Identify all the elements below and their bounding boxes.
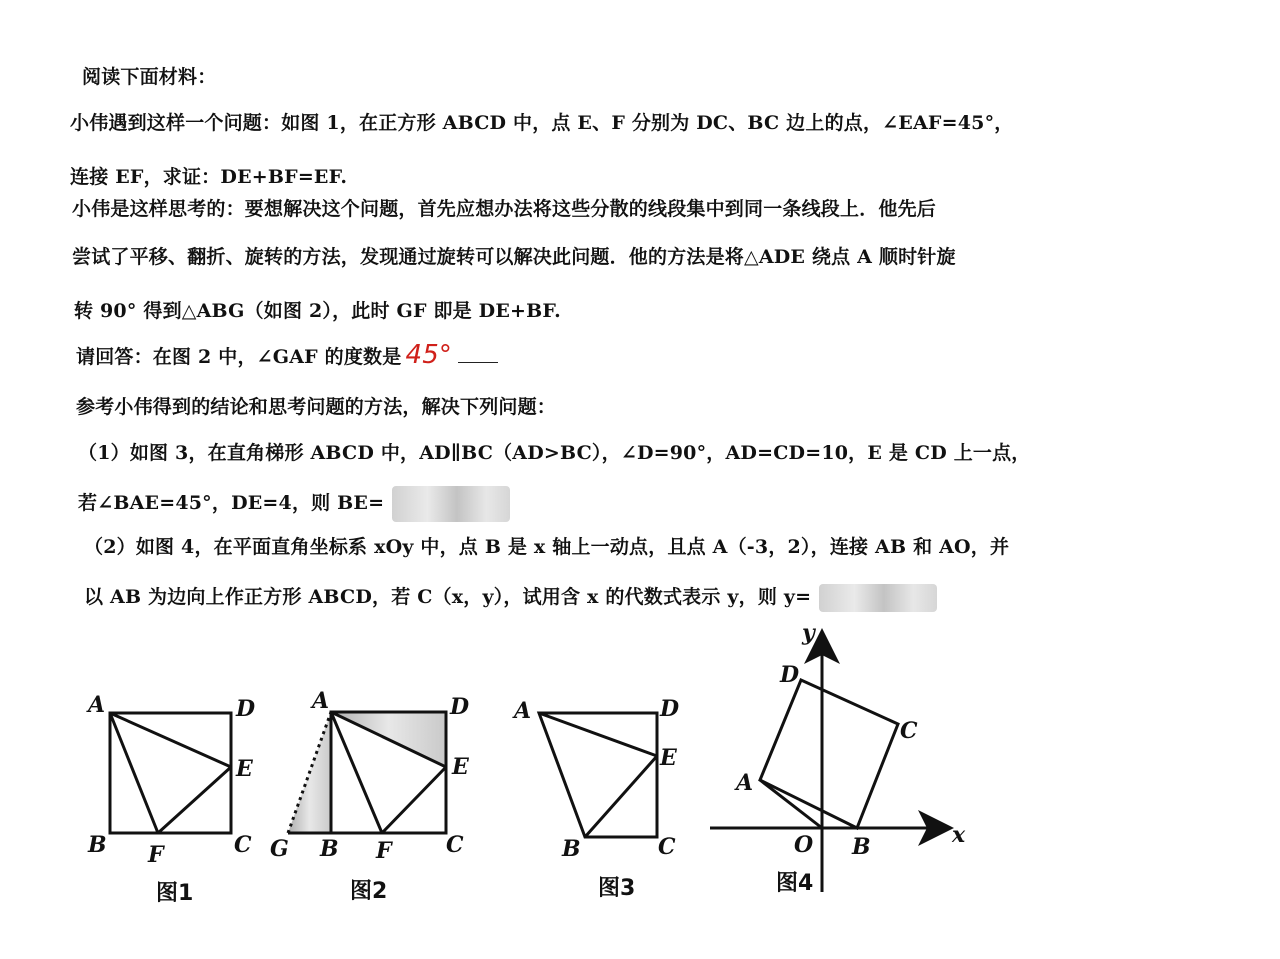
thinking-line-3: 转 90° 得到△ABG（如图 2），此时 GF 即是 DE+BF. [74, 300, 561, 322]
q1-line-1: （1）如图 3，在直角梯形 ABCD 中，AD∥BC（AD>BC），∠D=90°，AD=CD=10，E 是 CD 上一点， [78, 442, 1031, 464]
fig4-caption: 图4 [776, 871, 814, 896]
fig4-label-y: y [802, 620, 815, 646]
fig2-label-G: G [270, 836, 289, 862]
fig3-label-E: E [660, 745, 677, 771]
thinking-line-2: 尝试了平移、翻折、旋转的方法，发现通过旋转可以解决此问题．他的方法是将△ADE 绕点 A 顺时针旋 [72, 246, 956, 268]
fig3-label-B: B [562, 836, 581, 862]
fig2-label-E: E [452, 754, 469, 780]
fig3-segment-AE [539, 713, 657, 756]
figure-4 [710, 634, 948, 892]
fig3-label-A: A [514, 698, 532, 724]
fig4-square-ABCD [760, 680, 898, 828]
reference-line: 参考小伟得到的结论和思考问题的方法，解决下列问题： [76, 396, 557, 418]
fig2-label-A: A [312, 688, 330, 714]
fig4-label-O: O [794, 832, 814, 858]
fig4-label-x: x [952, 822, 966, 848]
fig3-label-D: D [660, 696, 680, 722]
fig4-label-D: D [780, 662, 800, 688]
fig3-segment-BE [585, 756, 657, 837]
fig4-label-C: C [900, 718, 918, 744]
fig2-label-C: C [446, 832, 464, 858]
fig1-segment-EF [158, 767, 231, 833]
fig1-label-D: D [236, 696, 256, 722]
heading: 阅读下面材料： [82, 66, 217, 88]
fig4-segment-AO [760, 780, 822, 828]
fig2-label-D: D [450, 694, 470, 720]
q2-text: 以 AB 为边向上作正方形 ABCD，若 C（x，y），试用含 x 的代数式表示 y，则 y= [84, 586, 812, 608]
figure-1 [110, 713, 231, 833]
fig3-label-C: C [658, 834, 676, 860]
question-text: 请回答：在图 2 中，∠GAF 的度数是 [76, 346, 402, 368]
fig2-label-F: F [376, 838, 392, 864]
problem-line-1: 小伟遇到这样一个问题：如图 1，在正方形 ABCD 中，点 E、F 分别为 DC、BC 边上的点，∠EAF=45°， [70, 112, 1014, 134]
fig1-label-E: E [236, 756, 253, 782]
figure-3 [539, 713, 657, 837]
fig2-caption: 图2 [350, 879, 388, 904]
figure-2 [288, 712, 446, 833]
fig4-label-A: A [736, 770, 754, 796]
fig1-label-B: B [88, 832, 107, 858]
fig4-label-B: B [852, 834, 871, 860]
q2-line-1: （2）如图 4，在平面直角坐标系 xOy 中，点 B 是 x 轴上一动点，且点 A（-3，2），连接 AB 和 AO，并 [84, 536, 1010, 558]
fig2-label-B: B [320, 836, 339, 862]
fig1-label-A: A [88, 692, 106, 718]
handwritten-answer: 45° [405, 340, 453, 370]
fig2-segment-EF [382, 767, 446, 833]
fig3-caption: 图3 [598, 876, 636, 901]
q1-text: 若∠BAE=45°，DE=4，则 BE= [78, 492, 385, 514]
fig1-label-C: C [234, 832, 252, 858]
thinking-line-1: 小伟是这样思考的：要想解决这个问题，首先应想办法将这些分散的线段集中到同一条线段上．他先后 [72, 198, 937, 220]
fig1-label-F: F [148, 842, 164, 868]
problem-line-2: 连接 EF，求证：DE+BF=EF. [70, 166, 348, 188]
fig1-caption: 图1 [156, 881, 194, 906]
fig1-square [110, 713, 231, 833]
